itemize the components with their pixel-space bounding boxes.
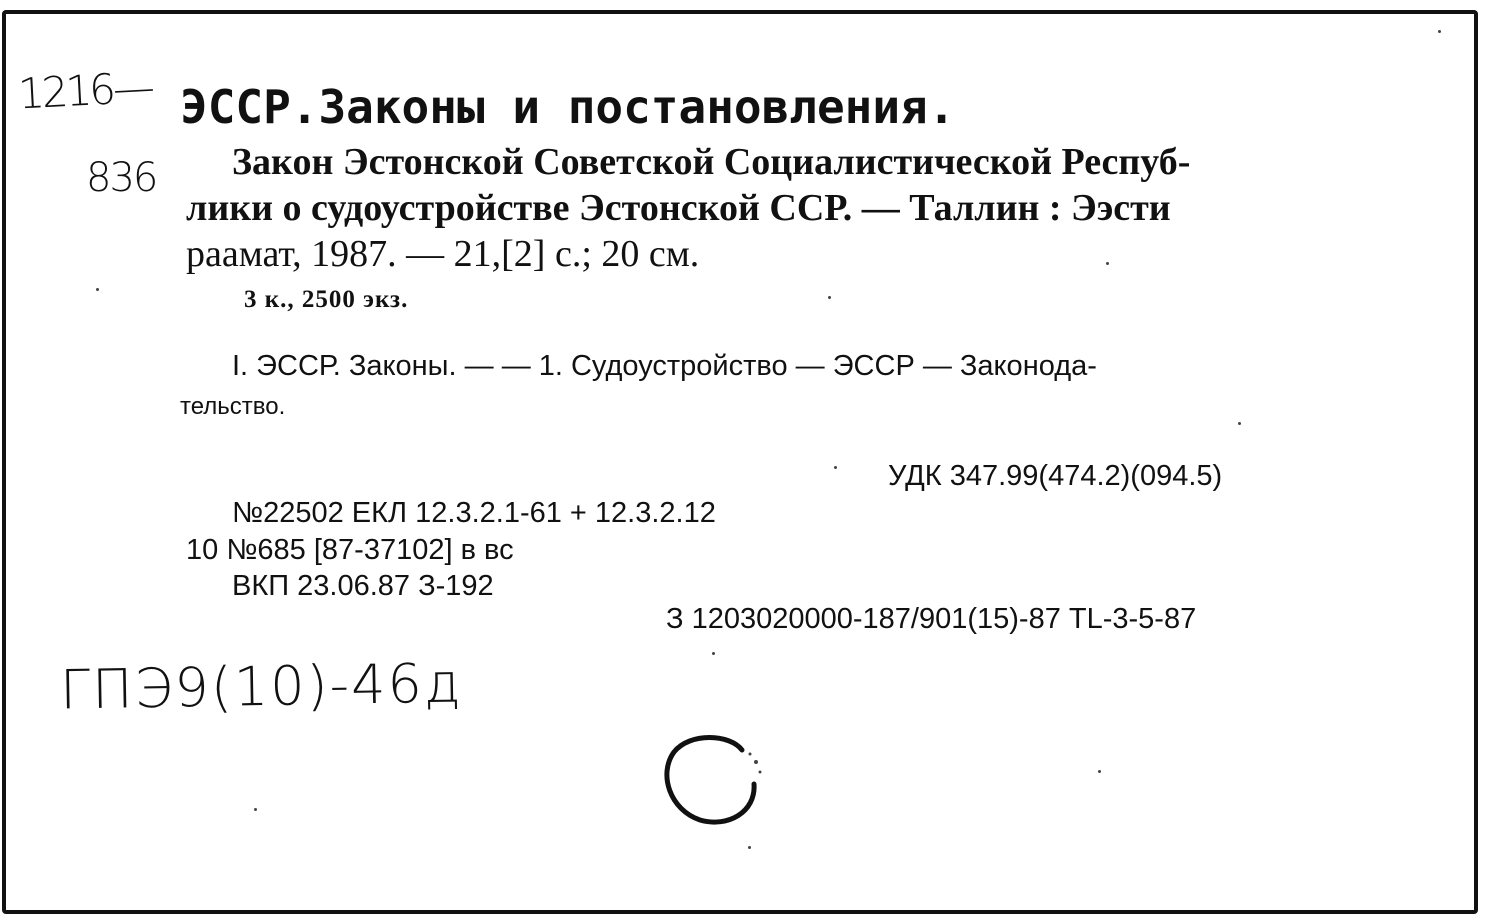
speck	[96, 288, 99, 291]
speck	[712, 652, 715, 655]
shelfmark-line-2: 836	[86, 155, 157, 201]
meta-line-4: З 1203020000-187/901(15)-87 TL-3-5-87	[666, 603, 1197, 635]
speck	[1438, 30, 1441, 33]
subjects-line-1: I. ЭССР. Законы. — — 1. Судоустройство — ЭССР — Законода-	[232, 350, 1097, 382]
card-heading: ЭССР.Законы и постановления.	[180, 80, 956, 134]
shelfmark-line-1: 1216—	[16, 62, 154, 119]
punch-hole-ring-icon	[660, 732, 770, 832]
meta-line-3: ВКП 23.06.87 З-192	[232, 570, 494, 602]
udk-code: УДК 347.99(474.2)(094.5)	[888, 460, 1223, 492]
speck	[834, 466, 837, 469]
speck	[1106, 262, 1109, 265]
meta-line-2: 10 №685 [87-37102] в вс	[186, 534, 514, 566]
subjects-line-2: тельство.	[180, 393, 286, 420]
print-run: 3 к., 2500 экз.	[244, 286, 409, 313]
description-line-1: Закон Эстонской Советской Социалистической Респуб-	[232, 141, 1191, 183]
meta-line-1: №22502 ЕКЛ 12.3.2.1-61 + 12.3.2.12	[232, 497, 716, 529]
description-line-2: лики о судоустройстве Эстонской ССР. — Таллин : Ээсти	[186, 187, 1171, 229]
speck	[748, 846, 751, 849]
handwritten-code: ГПЭ9(10)-46д	[59, 651, 463, 722]
speck	[254, 808, 257, 811]
speck	[1238, 422, 1241, 425]
speck	[1098, 770, 1101, 773]
speck	[828, 296, 831, 299]
description-line-3: раамат, 1987. — 21,[2] с.; 20 см.	[186, 233, 700, 275]
